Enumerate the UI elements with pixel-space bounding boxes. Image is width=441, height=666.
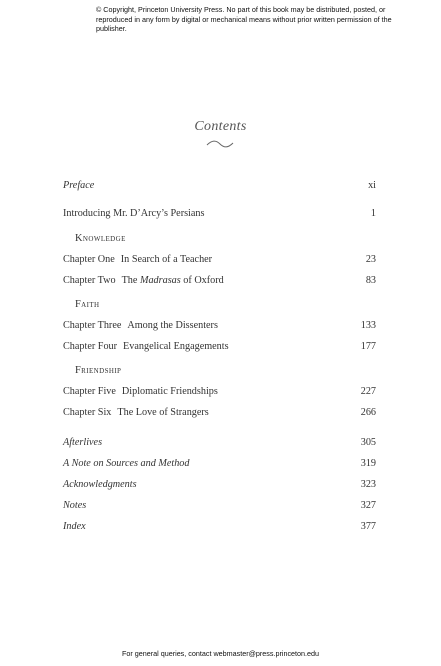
toc-entry-preface[interactable] <box>63 180 376 191</box>
title-flourish-ornament <box>206 140 234 148</box>
chapter-title: Diplomatic Friendships <box>121 386 218 397</box>
toc-entry-afterlives[interactable] <box>63 437 376 448</box>
toc-entry-label: Introducing Mr. D’Arcy’s Persians <box>63 208 205 219</box>
part-heading-knowledge: Knowledge <box>75 233 126 244</box>
toc-page-number: 319 <box>360 458 376 469</box>
toc-page-number: 266 <box>360 407 376 418</box>
toc-entry-label: Acknowledgments <box>63 479 137 490</box>
toc-page-number: 177 <box>360 341 376 352</box>
chapter-title: Among the Dissenters <box>127 320 218 331</box>
toc-entry-note-on-sources[interactable] <box>63 458 376 469</box>
copyright-notice: © Copyright, Princeton University Press. No part of this book may be distributed, posted, or reproduced in any form by digital or mechanical means without prior written permission of the publisher. <box>96 5 392 34</box>
toc-page-number: 323 <box>360 479 376 490</box>
toc-page-number: 23 <box>365 254 376 265</box>
chapter-number: Chapter Three <box>63 320 122 331</box>
chapter-number: Chapter One <box>63 254 115 265</box>
toc-entry-notes[interactable] <box>63 500 376 511</box>
toc-page-number: 377 <box>360 521 376 532</box>
toc-entry-chapter-five[interactable] <box>63 386 376 397</box>
toc-entry-label: Index <box>63 521 86 532</box>
toc-entry-index[interactable] <box>63 521 376 532</box>
chapter-title: Evangelical Engagements <box>123 341 229 352</box>
toc-entry-chapter-three[interactable] <box>63 320 376 331</box>
toc-entry-chapter-six[interactable] <box>63 407 376 418</box>
toc-page-number: 83 <box>365 275 376 286</box>
toc-page-number: xi <box>368 180 376 191</box>
chapter-title: The Love of Strangers <box>117 407 209 418</box>
toc-page-number: 1 <box>370 208 376 219</box>
toc-entry-acknowledgments[interactable] <box>63 479 376 490</box>
toc-entry-label: A Note on Sources and Method <box>63 458 190 469</box>
toc-entry-chapter-one[interactable] <box>63 254 376 265</box>
toc-page-number: 327 <box>360 500 376 511</box>
footer-contact: For general queries, contact webmaster@press.princeton.edu <box>121 649 320 658</box>
toc-page-number: 133 <box>360 320 376 331</box>
part-heading-faith: Faith <box>75 299 100 310</box>
toc-entry-label: Notes <box>63 500 87 511</box>
contents-title: Contents <box>194 119 247 134</box>
chapter-title: In Search of a Teacher <box>120 254 213 265</box>
toc-page-number: 305 <box>360 437 376 448</box>
chapter-number: Chapter Two <box>63 275 116 286</box>
toc-entry-chapter-four[interactable] <box>63 341 376 352</box>
toc-entry-label: Preface <box>63 180 95 191</box>
toc-entry-label: Afterlives <box>63 437 103 448</box>
toc-entry-introduction[interactable] <box>63 208 376 219</box>
chapter-number: Chapter Five <box>63 386 116 397</box>
toc-entry-chapter-two[interactable] <box>63 275 376 286</box>
chapter-number: Chapter Four <box>63 341 118 352</box>
chapter-number: Chapter Six <box>63 407 112 418</box>
toc-page-number: 227 <box>360 386 376 397</box>
part-heading-friendship: Friendship <box>75 365 122 376</box>
chapter-title: The Madrasas of Oxford <box>121 275 224 286</box>
